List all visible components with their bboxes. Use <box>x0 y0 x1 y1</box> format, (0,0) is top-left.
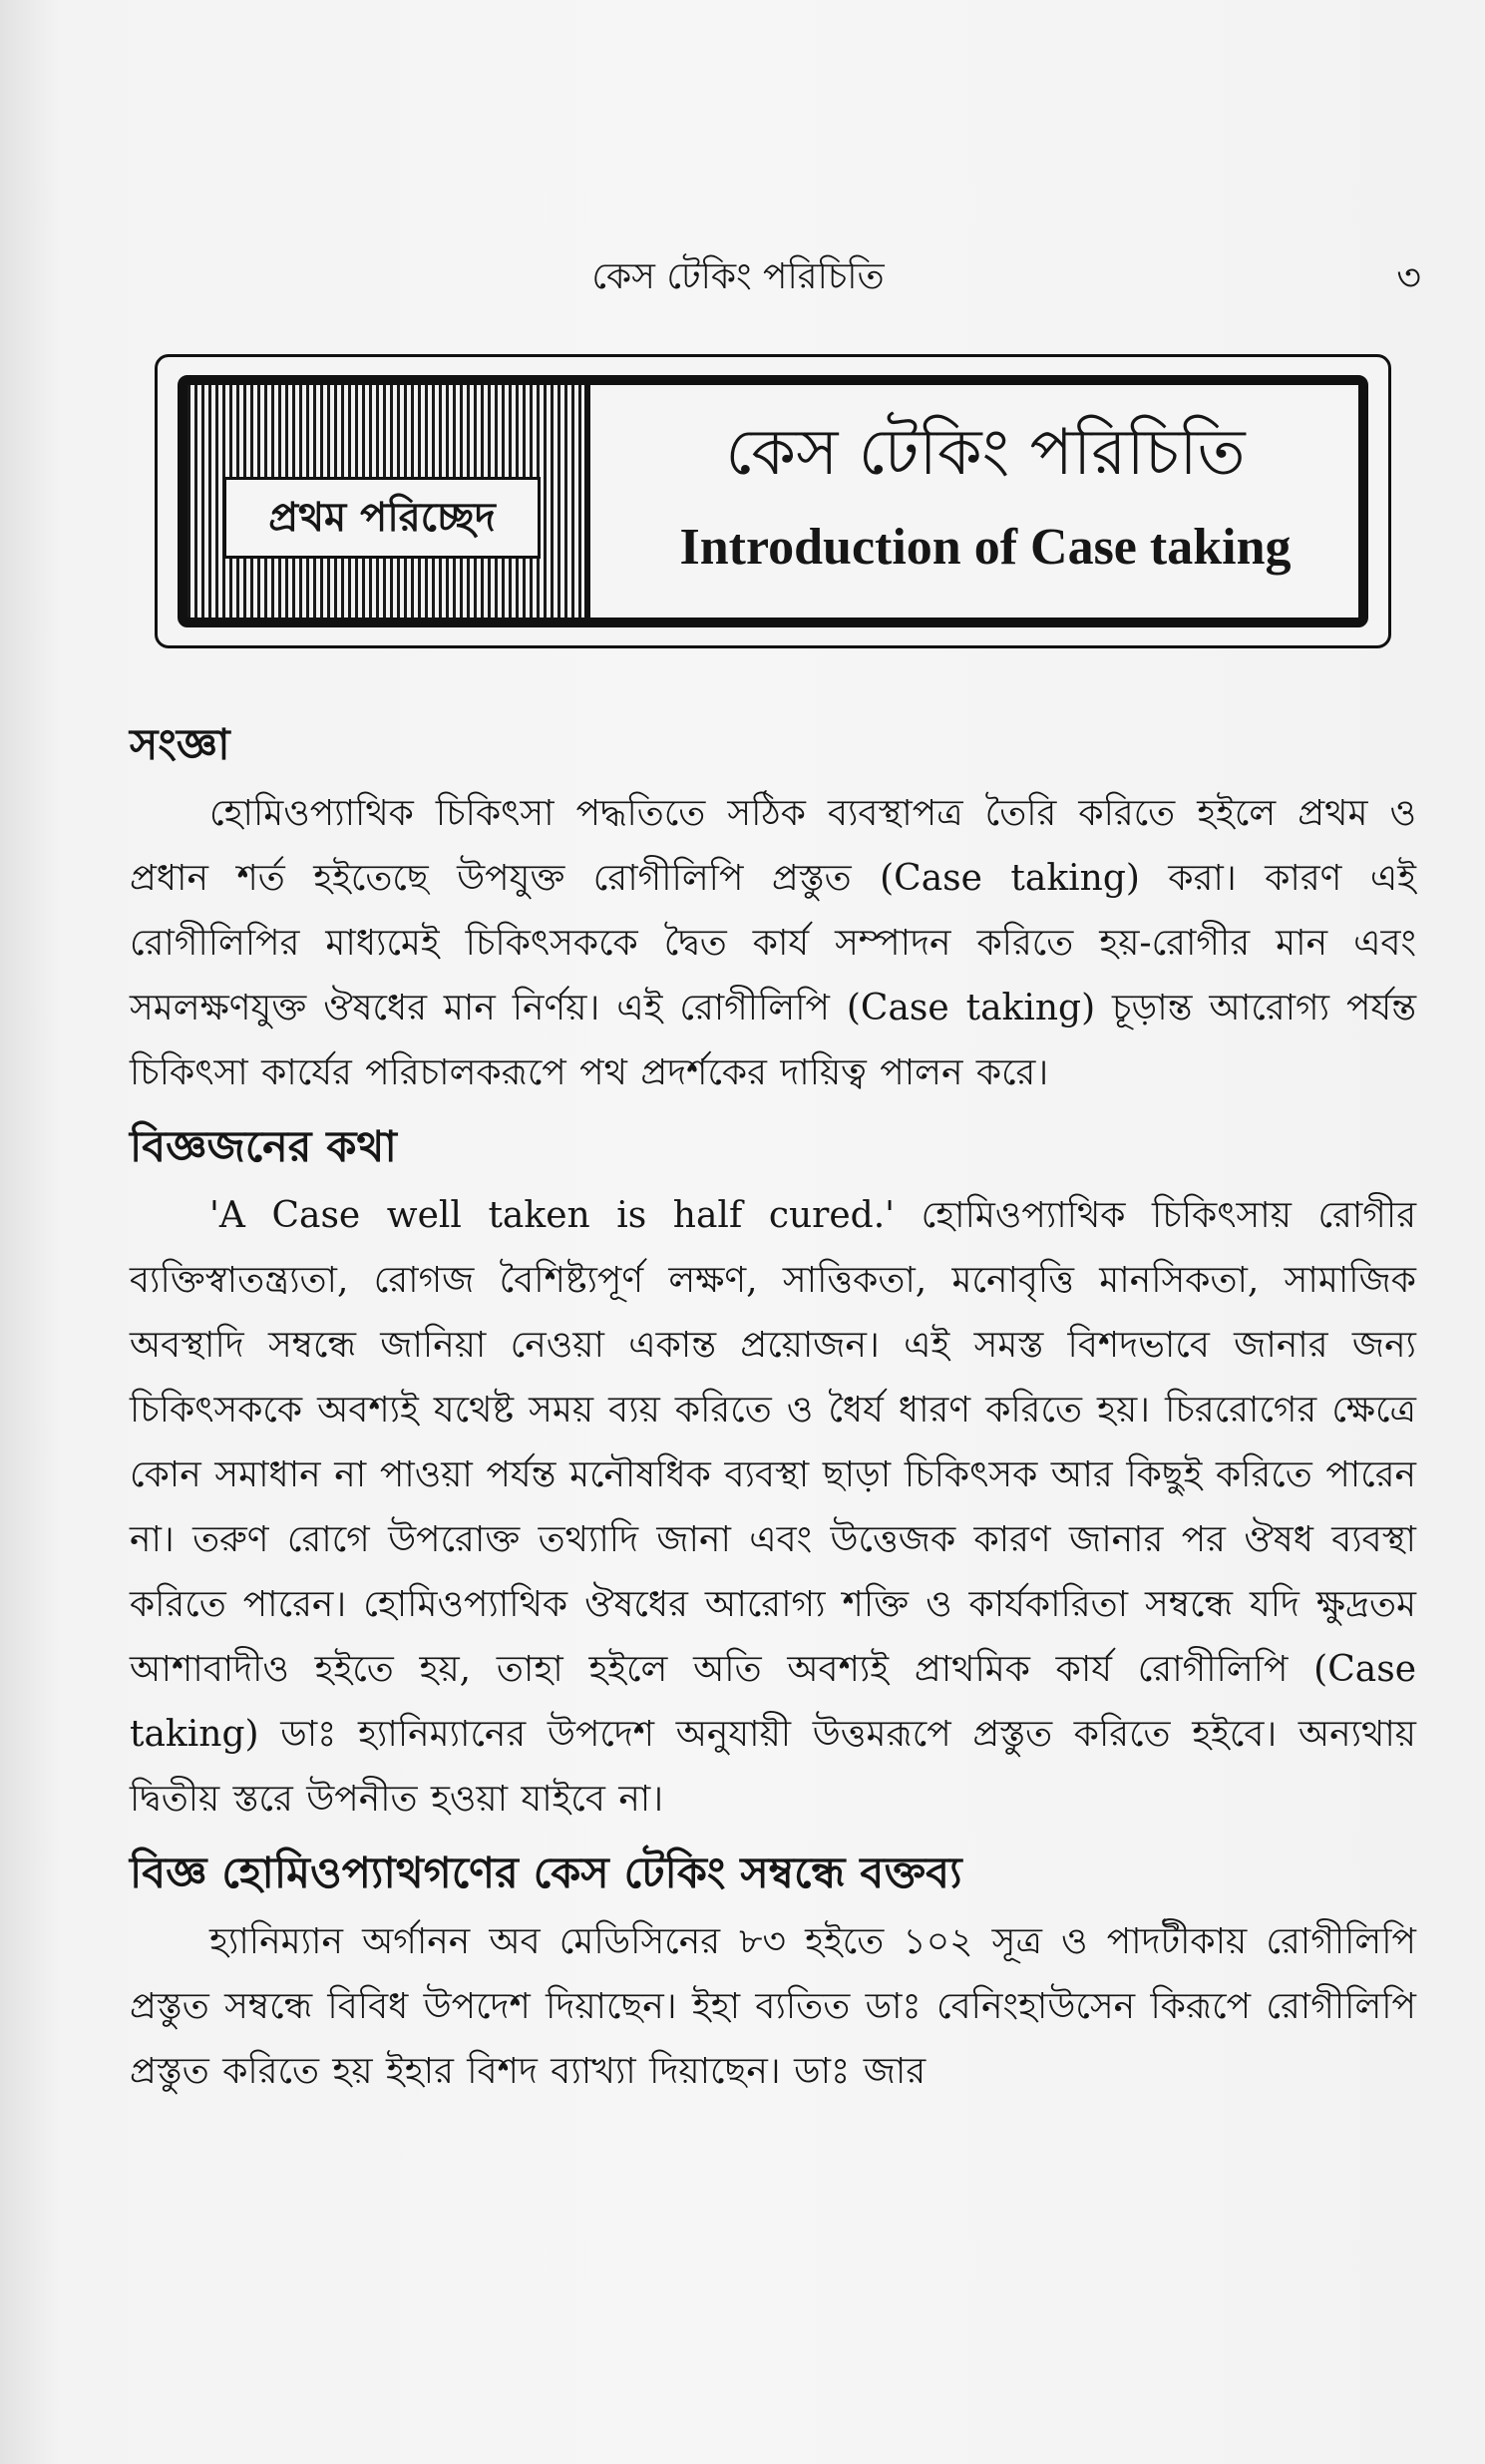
running-header <box>0 247 1485 307</box>
section-paragraph-homeopaths-views: হ্যানিম্যান অর্গানন অব মেডিসিনের ৮৩ হইতে ১০২ সূত্র ও পাদটীকায় রোগীলিপি প্রস্তুত সম্বন্ধে বিবিধ উপদেশ দিয়াছেন। ইহা ব্যতিত ডাঃ বেনিংহাউসেন কিরূপে রোগীলিপি প্রস্তুত করিতে হয় ইহার বিশদ ব্যাখ্যা দিয়াছেন। ডাঃ জার <box>130 1921 1416 2092</box>
page-number: ৩ <box>1396 255 1421 299</box>
running-title: কেস টেকিং পরিচিতি <box>591 256 885 297</box>
chapter-banner <box>155 354 1391 648</box>
hatched-panel <box>187 385 590 617</box>
section-heading-definition: সংজ্ঞা <box>130 720 230 770</box>
chapter-label: প্রথম পরিচ্ছেদ <box>223 477 541 559</box>
chapter-title-english: Introduction of Case taking <box>679 519 1292 576</box>
chapter-title-bengali: কেস টেকিং পরিচিতি <box>725 416 1246 490</box>
chapter-banner-inner <box>178 375 1368 627</box>
section-paragraph-definition: হোমিওপ্যাথিক চিকিৎসা পদ্ধতিতে সঠিক ব্যবস্থাপত্র তৈরি করিতে হইলে প্রথম ও প্রধান শর্ত হইতেছে উপযুক্ত রোগীলিপি প্রস্তুত (Case taking) করা। কারণ এই রোগীলিপির মাধ্যমেই চিকিৎসককে দ্বৈত কার্য সম্পাদন করিতে হয়-রোগীর মান এবং সমলক্ষণযুক্ত ঔষধের মান নির্ণয়। এই রোগীলিপি (Case taking) চূড়ান্ত আরোগ্য পর্যন্ত চিকিৎসা কার্যের পরিচালকরূপে পথ প্রদর্শকের দায়িত্ব পালন করে। <box>130 793 1416 1093</box>
section-paragraph-experts: 'A Case well taken is half cured.' হোমিওপ্যাথিক চিকিৎসায় রোগীর ব্যক্তিস্বাতন্ত্র্যতা, রোগজ বৈশিষ্ট্যপূর্ণ লক্ষণ, সাত্তিকতা, মনোবৃত্তি মানসিকতা, সামাজিক অবস্থাদি সম্বন্ধে জানিয়া নেওয়া একান্ত প্রয়োজন। এই সমস্ত বিশদভাবে জানার জন্য চিকিৎসককে অবশ্যই যথেষ্ট সময় ব্যয় করিতে ও ধৈর্য ধারণ করিতে হয়। চিররোগের ক্ষেত্রে কোন সমাধান না পাওয়া পর্যন্ত মনৌষধিক ব্যবস্থা ছাড়া চিকিৎসক আর কিছুই করিতে পারেন না। তরুণ রোগে উপরোক্ত তথ্যাদি জানা এবং উত্তেজক কারণ জানার পর ঔষধ ব্যবস্থা করিতে পারেন। হোমিওপ্যাথিক ঔষধের আরোগ্য শক্তি ও কার্যকারিতা সম্বন্ধে যদি ক্ষুদ্রতম আশাবাদীও হইতে হয়, তাহা হইলে অতি অবশ্যই প্রাথমিক কার্য রোগীলিপি (Case taking) ডাঃ হ্যানিম্যানের উপদেশ অনুযায়ী উত্তমরূপে প্রস্তুত করিতে হইবে। অন্যথায় দ্বিতীয় স্তরে উপনীত হওয়া যাইবে না। <box>130 1195 1416 1820</box>
chapter-body <box>130 703 1416 2104</box>
section-heading-experts: বিজ্ঞজনের কথা <box>130 1122 397 1172</box>
section-heading-homeopaths-views: বিজ্ঞ হোমিওপ্যাথগণের কেস টেকিং সম্বন্ধে বক্তব্য <box>130 1848 962 1898</box>
